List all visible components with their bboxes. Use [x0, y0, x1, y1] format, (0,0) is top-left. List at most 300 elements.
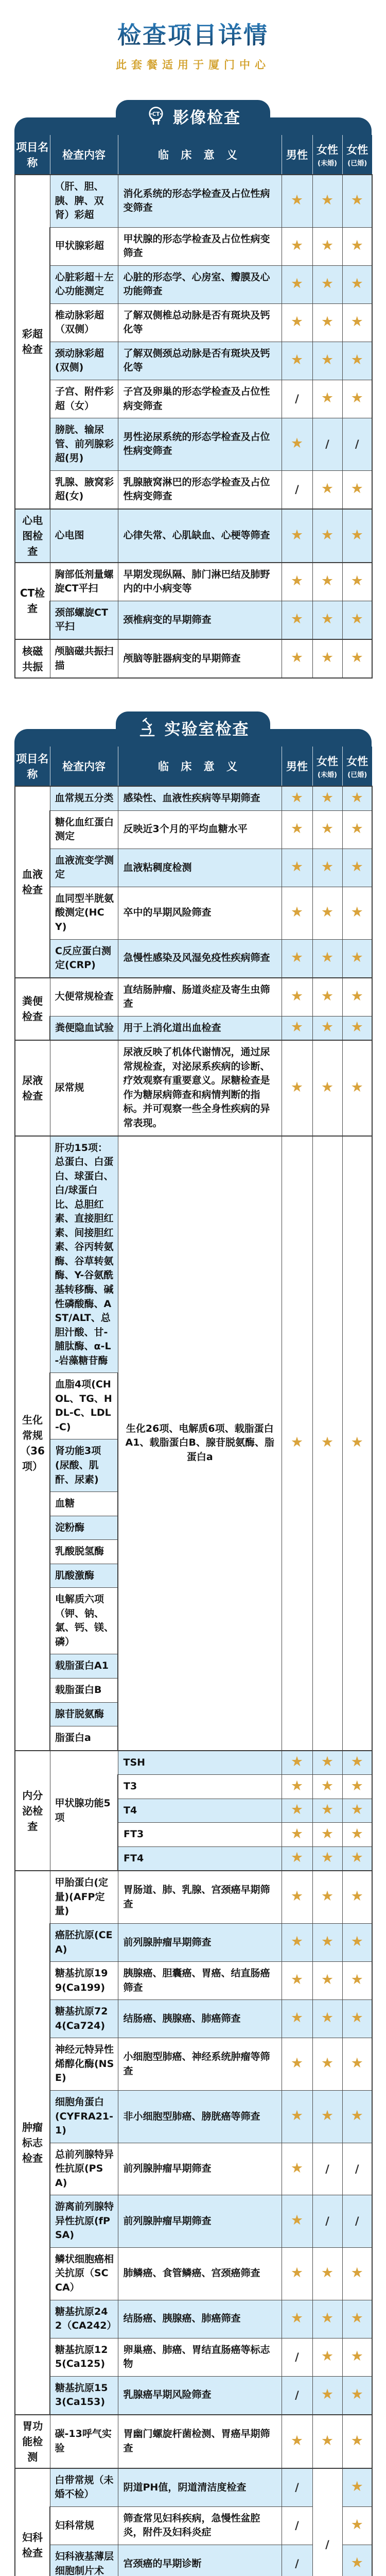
- clinical-meaning-cell: 颈椎病变的早期筛查: [118, 601, 282, 639]
- clinical-meaning-cell: FT3: [118, 1823, 282, 1847]
- clinical-meaning-cell: 心脏的形态学、心房室、瓣膜及心功能筛查: [118, 265, 282, 303]
- female-unmarried-mark-cell: [312, 563, 342, 601]
- group-name-cell: 心电图检查: [15, 509, 50, 563]
- clinical-meaning-cell: 感染性、血液性疾病等早期筛查: [118, 786, 282, 810]
- star-icon: ★: [350, 1434, 363, 1450]
- star-icon: ★: [350, 650, 363, 666]
- exam-content-cell: 血脂4项(CHOL、TG、HDL-C、LDL-C): [50, 1373, 118, 1439]
- female-married-mark-cell: [342, 227, 372, 265]
- female-unmarried-mark-cell: [312, 2300, 342, 2338]
- female-unmarried-mark-cell: [312, 2415, 342, 2468]
- female-married-mark-cell: [342, 887, 372, 939]
- exam-content-cell: 乳酸脱氢酶: [50, 1540, 118, 1564]
- star-icon: ★: [290, 949, 304, 965]
- clinical-meaning-cell: 小细胞型肺癌、神经系统肿瘤等筛查: [118, 2038, 282, 2091]
- female-married-mark-cell: [342, 1924, 372, 1962]
- star-icon: ★: [321, 820, 334, 837]
- female-married-mark-cell: [342, 2090, 372, 2143]
- star-icon: ★: [350, 2432, 363, 2449]
- clinical-meaning-cell: 胃幽门螺旋杆菌检测、胃癌早期筛查: [118, 2415, 282, 2468]
- male-mark-cell: [282, 342, 312, 380]
- male-mark-cell: [282, 418, 312, 471]
- star-icon: ★: [350, 573, 363, 589]
- clinical-meaning-cell: 前列腺肿瘤早期筛查: [118, 1924, 282, 1962]
- clinical-meaning-cell: 非小细胞型肺癌、膀胱癌等筛查: [118, 2090, 282, 2143]
- star-icon: ★: [290, 1825, 304, 1842]
- col-header-female-married: 女性 (已婚): [342, 135, 372, 175]
- male-mark-cell: [282, 639, 312, 678]
- slash-mark: /: [325, 2162, 329, 2175]
- male-mark-cell: [282, 978, 312, 1016]
- female-married-mark-cell: [342, 2300, 372, 2338]
- female-unmarried-mark-cell: [312, 303, 342, 342]
- clinical-meaning-cell: FT4: [118, 1846, 282, 1871]
- group-name-cell: 内分泌检查: [15, 1751, 50, 1871]
- exam-content-cell: 总前列腺特异性抗原(PSA): [50, 2143, 118, 2195]
- female-married-mark-cell: [342, 2038, 372, 2091]
- slash-mark: /: [295, 2388, 299, 2401]
- male-mark-cell: [282, 2376, 312, 2415]
- star-icon: ★: [290, 2108, 304, 2124]
- star-icon: ★: [321, 650, 334, 666]
- slash-mark: /: [295, 2481, 299, 2494]
- star-icon: ★: [350, 2264, 363, 2281]
- male-mark-cell: [282, 1040, 312, 1136]
- star-icon: ★: [290, 2055, 304, 2072]
- exam-table-imaging: [14, 135, 373, 679]
- female-married-mark-cell: [342, 2338, 372, 2376]
- male-mark-cell: [282, 563, 312, 601]
- male-mark-cell: [282, 1871, 312, 1923]
- star-icon: ★: [321, 2108, 334, 2124]
- slash-mark: /: [295, 393, 299, 405]
- star-icon: ★: [321, 1754, 334, 1770]
- female-married-mark-cell: [342, 1751, 372, 1775]
- star-icon: ★: [321, 481, 334, 497]
- star-icon: ★: [290, 2160, 304, 2176]
- col-header-content: 检查内容: [50, 135, 118, 175]
- star-icon: ★: [290, 611, 304, 628]
- star-icon: ★: [321, 237, 334, 253]
- exam-content-cell: 子宫、附件彩超（女）: [50, 380, 118, 418]
- male-mark-cell: [282, 1924, 312, 1962]
- male-mark-cell: [282, 265, 312, 303]
- female-married-mark-cell: [342, 849, 372, 887]
- star-icon: ★: [290, 1019, 304, 1036]
- star-icon: ★: [350, 859, 363, 875]
- clinical-meaning-cell: 筛查常见妇科疾病，急慢性盆腔炎，附件及妇科炎症: [118, 2506, 282, 2545]
- female-unmarried-mark-cell: [312, 227, 342, 265]
- female-unmarried-mark-cell: [312, 509, 342, 563]
- star-icon: ★: [350, 314, 363, 330]
- star-icon: ★: [350, 2479, 363, 2495]
- exam-content-cell: 血常规五分类: [50, 786, 118, 810]
- exam-content-cell: 癌胚抗原(CEA): [50, 1924, 118, 1962]
- star-icon: ★: [290, 820, 304, 837]
- clinical-meaning-cell: 颅脑等脏器病变的早期筛查: [118, 639, 282, 678]
- star-icon: ★: [321, 789, 334, 806]
- star-icon: ★: [290, 789, 304, 806]
- star-icon: ★: [350, 2310, 363, 2326]
- col-header-content: 检查内容: [50, 747, 118, 786]
- clinical-meaning-cell: 生化26项、电解质6项、载脂蛋白A1、载脂蛋白B、腺苷脱氨酶、脂蛋白a: [118, 1136, 282, 1751]
- exam-content-cell: 妇科常规: [50, 2506, 118, 2545]
- exam-content-cell: 妇科液基薄层细胞制片术: [50, 2545, 118, 2576]
- male-mark-cell: [282, 1016, 312, 1040]
- exam-content-cell: 颅脑磁共振扫描: [50, 639, 118, 678]
- female-unmarried-mark-cell: [312, 939, 342, 978]
- star-icon: ★: [350, 1934, 363, 1950]
- star-icon: ★: [350, 237, 363, 253]
- male-mark-cell: [282, 227, 312, 265]
- exam-content-cell: 糖基抗原199(Ca199): [50, 1962, 118, 2000]
- male-mark-cell: [282, 1775, 312, 1799]
- ct-scanner-icon: [145, 105, 167, 127]
- female-married-mark-cell: [342, 1136, 372, 1751]
- exam-content-cell: 血同型半胱氨酸测定(HCY): [50, 887, 118, 939]
- clinical-meaning-cell: 急慢性感染及风湿免疫性疾病筛查: [118, 939, 282, 978]
- microscope-icon: [137, 717, 159, 738]
- female-married-mark-cell: [342, 380, 372, 418]
- section-tab-title: 实验室检查: [164, 720, 250, 739]
- exam-content-cell: 膀胱、输尿管、前列腺彩超(男): [50, 418, 118, 471]
- slash-mark: /: [295, 2350, 299, 2363]
- star-icon: ★: [321, 2310, 334, 2326]
- section-tab-laboratory: [116, 711, 270, 743]
- female-unmarried-mark-cell: [312, 380, 342, 418]
- group-name-cell: 核磁共振: [15, 639, 50, 678]
- slash-mark: /: [295, 483, 299, 496]
- male-mark-cell: [282, 1799, 312, 1823]
- clinical-meaning-cell: 前列腺肿瘤早期筛查: [118, 2143, 282, 2195]
- star-icon: ★: [321, 1888, 334, 1905]
- group-name-cell: 尿液检查: [15, 1040, 50, 1136]
- exam-content-cell: 载脂蛋白B: [50, 1679, 118, 1703]
- star-icon: ★: [321, 859, 334, 875]
- female-unmarried-mark-cell: [312, 1924, 342, 1962]
- male-mark-cell: [282, 1846, 312, 1871]
- exam-content-cell: 心电图: [50, 509, 118, 563]
- exam-content-cell: 糖基抗原125(Ca125): [50, 2338, 118, 2376]
- female-unmarried-mark-cell: [312, 786, 342, 810]
- clinical-meaning-cell: 前列腺肿瘤早期筛查: [118, 2195, 282, 2248]
- exam-content-cell: 肝功15项：总蛋白、白蛋白、球蛋白、白/球蛋白比、总胆红素、直接胆红素、间接胆红素、谷丙转氨酶、谷草转氨酶、Y-谷氨酰基转移酶、碱性磷酸酶、AST/ALT、总胆汁酸、甘-脯肽酶、α-L-岩藻糖苷酶: [50, 1136, 118, 1373]
- star-icon: ★: [350, 949, 363, 965]
- star-icon: ★: [321, 904, 334, 920]
- star-icon: ★: [290, 859, 304, 875]
- star-icon: ★: [321, 390, 334, 406]
- col-header-project: 项目名称: [15, 747, 50, 786]
- section-tab-imaging: [116, 100, 270, 132]
- clinical-meaning-cell: 乳腺腋窝淋巴的形态学检查及占位性病变筛查: [118, 470, 282, 509]
- star-icon: ★: [321, 352, 334, 368]
- star-icon: ★: [290, 1079, 304, 1095]
- clinical-meaning-cell: 了解双侧椎总动脉是否有斑块及钙化等: [118, 303, 282, 342]
- star-icon: ★: [350, 390, 363, 406]
- star-icon: ★: [321, 2432, 334, 2449]
- star-icon: ★: [290, 1934, 304, 1950]
- female-married-mark-cell: [342, 2415, 372, 2468]
- star-icon: ★: [350, 1972, 363, 1988]
- male-mark-cell: [282, 2195, 312, 2248]
- female-married-mark-cell: [342, 939, 372, 978]
- exam-content-cell: 粪便隐血试验: [50, 1016, 118, 1040]
- female-unmarried-mark-cell: [312, 1871, 342, 1923]
- exam-content-cell: （肝、胆、胰、脾、双肾）彩超: [50, 175, 118, 227]
- star-icon: ★: [290, 650, 304, 666]
- female-married-mark-cell: [342, 2506, 372, 2545]
- group-name-cell: 生化常规（36项）: [15, 1136, 50, 1751]
- star-icon: ★: [321, 527, 334, 543]
- sections-container: [0, 100, 386, 2576]
- star-icon: ★: [350, 904, 363, 920]
- slash-mark: /: [355, 2162, 359, 2175]
- female-married-mark-cell: [342, 1040, 372, 1136]
- star-icon: ★: [290, 1754, 304, 1770]
- female-unmarried-mark-cell: [312, 1799, 342, 1823]
- exam-content-cell: 心脏彩超＋左心功能测定: [50, 265, 118, 303]
- clinical-meaning-cell: 肺鳞癌、食管鳞癌、宫颈癌筛查: [118, 2247, 282, 2300]
- star-icon: ★: [350, 1802, 363, 1818]
- female-married-mark-cell: [342, 470, 372, 509]
- exam-content-cell: 乳腺、腋窝彩超(女): [50, 470, 118, 509]
- female-unmarried-mark-cell: [312, 2090, 342, 2143]
- star-icon: ★: [290, 988, 304, 1004]
- male-mark-cell: [282, 2468, 312, 2507]
- exam-content-cell: 甲状腺彩超: [50, 227, 118, 265]
- exam-content-cell: 血糖: [50, 1492, 118, 1516]
- star-icon: ★: [350, 352, 363, 368]
- group-name-cell: 胃功能检测: [15, 2415, 50, 2468]
- exam-content-cell: C反应蛋白测定(CRP): [50, 939, 118, 978]
- male-mark-cell: [282, 810, 312, 849]
- star-icon: ★: [290, 2310, 304, 2326]
- male-mark-cell: [282, 939, 312, 978]
- clinical-meaning-cell: 胰腺癌、胆囊癌、胃癌、结直肠癌筛查: [118, 1962, 282, 2000]
- star-icon: ★: [321, 1802, 334, 1818]
- star-icon: ★: [350, 2055, 363, 2072]
- clinical-meaning-cell: 卒中的早期风险筛查: [118, 887, 282, 939]
- col-header-male: 男性: [282, 135, 312, 175]
- female-unmarried-mark-cell: [312, 2338, 342, 2376]
- col-header-meaning: 临 床 意 义: [118, 135, 282, 175]
- exam-content-cell: 糖基抗原153(Ca153): [50, 2376, 118, 2415]
- star-icon: ★: [350, 1079, 363, 1095]
- female-unmarried-mark-cell: [312, 418, 342, 471]
- female-married-mark-cell: [342, 2545, 372, 2576]
- clinical-meaning-cell: 消化系统的形态学检查及占位性病变筛查: [118, 175, 282, 227]
- star-icon: ★: [350, 2555, 363, 2571]
- exam-content-cell: 淀粉酶: [50, 1516, 118, 1540]
- star-icon: ★: [290, 1888, 304, 1905]
- group-name-cell: 粪便检查: [15, 978, 50, 1041]
- exam-table-laboratory: [14, 747, 373, 2576]
- male-mark-cell: [282, 1962, 312, 2000]
- star-icon: ★: [321, 573, 334, 589]
- star-icon: ★: [290, 237, 304, 253]
- clinical-meaning-cell: 子宫及卵巢的形态学检查及占位性病变筛查: [118, 380, 282, 418]
- female-married-mark-cell: [342, 2143, 372, 2195]
- male-mark-cell: [282, 509, 312, 563]
- female-unmarried-mark-cell: [312, 2376, 342, 2415]
- clinical-meaning-cell: 胃肠道、肺、乳腺、宫颈癌早期筛查: [118, 1871, 282, 1923]
- star-icon: ★: [290, 2264, 304, 2281]
- female-married-mark-cell: [342, 2376, 372, 2415]
- section-tab-title: 影像检查: [173, 108, 241, 127]
- star-icon: ★: [350, 1754, 363, 1770]
- exam-content-cell: 颈动脉彩超(双侧): [50, 342, 118, 380]
- female-married-mark-cell: [342, 2468, 372, 2507]
- female-unmarried-mark-cell: [312, 2143, 342, 2195]
- female-unmarried-mark-cell: [312, 639, 342, 678]
- star-icon: ★: [350, 527, 363, 543]
- female-unmarried-mark-cell: [312, 1962, 342, 2000]
- female-married-mark-cell: [342, 1962, 372, 2000]
- male-mark-cell: [282, 2545, 312, 2576]
- female-unmarried-mark-cell: [312, 1846, 342, 1871]
- exam-content-cell: 糖化血红蛋白测定: [50, 810, 118, 849]
- slash-mark: /: [355, 438, 359, 451]
- female-married-mark-cell: [342, 2195, 372, 2248]
- exam-content-cell: 白带常规（未婚不检）: [50, 2468, 118, 2507]
- female-unmarried-mark-cell: [312, 887, 342, 939]
- star-icon: ★: [290, 2010, 304, 2026]
- clinical-meaning-cell: TSH: [118, 1751, 282, 1775]
- female-unmarried-mark-cell: [312, 265, 342, 303]
- star-icon: ★: [350, 820, 363, 837]
- exam-content-cell: 肌酸激酶: [50, 1564, 118, 1588]
- section-laboratory: [0, 711, 386, 2576]
- female-unmarried-mark-cell: [312, 1775, 342, 1799]
- star-icon: ★: [350, 2517, 363, 2533]
- female-unmarried-mark-cell: [312, 470, 342, 509]
- female-married-mark-cell: [342, 2247, 372, 2300]
- clinical-meaning-cell: 血液粘稠度检测: [118, 849, 282, 887]
- star-icon: ★: [350, 1888, 363, 1905]
- slash-mark: /: [295, 2557, 299, 2570]
- slash-mark: /: [295, 2519, 299, 2532]
- col-header-female-married: 女性 (已婚): [342, 747, 372, 786]
- star-icon: ★: [290, 1972, 304, 1988]
- female-married-mark-cell: [342, 2000, 372, 2038]
- star-icon: ★: [350, 2108, 363, 2124]
- female-unmarried-mark-cell: [312, 601, 342, 639]
- group-name-cell: 肿瘤标志检查: [15, 1871, 50, 2414]
- clinical-meaning-cell: 结肠癌、胰腺癌、肺癌筛查: [118, 2300, 282, 2338]
- female-married-mark-cell: [342, 563, 372, 601]
- star-icon: ★: [321, 2264, 334, 2281]
- slash-mark: /: [325, 438, 329, 451]
- male-mark-cell: [282, 2415, 312, 2468]
- star-icon: ★: [290, 2212, 304, 2229]
- male-mark-cell: [282, 887, 312, 939]
- exam-content-cell: 甲状腺功能5项: [50, 1751, 118, 1871]
- clinical-meaning-cell: 男性泌尿系统的形态学检查及占位性病变筛查: [118, 418, 282, 471]
- star-icon: ★: [350, 2010, 363, 2026]
- female-married-mark-cell: [342, 342, 372, 380]
- male-mark-cell: [282, 2506, 312, 2545]
- clinical-meaning-cell: T4: [118, 1799, 282, 1823]
- star-icon: ★: [290, 1850, 304, 1866]
- star-icon: ★: [321, 2348, 334, 2364]
- exam-content-cell: 大便常规检查: [50, 978, 118, 1016]
- male-mark-cell: [282, 1751, 312, 1775]
- star-icon: ★: [290, 435, 304, 452]
- clinical-meaning-cell: 甲状腺的形态学检查及占位性病变筛查: [118, 227, 282, 265]
- male-mark-cell: [282, 1136, 312, 1751]
- female-married-mark-cell: [342, 418, 372, 471]
- star-icon: ★: [290, 904, 304, 920]
- star-icon: ★: [321, 1777, 334, 1794]
- slash-mark: /: [325, 2538, 329, 2551]
- female-married-mark-cell: [342, 1823, 372, 1847]
- star-icon: ★: [350, 1825, 363, 1842]
- star-icon: ★: [350, 481, 363, 497]
- star-icon: ★: [321, 988, 334, 1004]
- female-married-mark-cell: [342, 601, 372, 639]
- star-icon: ★: [321, 1972, 334, 1988]
- female-married-mark-cell: [342, 810, 372, 849]
- clinical-meaning-cell: 阴道PH值，阴道清洁度检查: [118, 2468, 282, 2507]
- female-married-mark-cell: [342, 978, 372, 1016]
- female-unmarried-mark-cell: [312, 175, 342, 227]
- section-band-imaging: [14, 117, 372, 679]
- star-icon: ★: [290, 1802, 304, 1818]
- star-icon: ★: [290, 2432, 304, 2449]
- clinical-meaning-cell: 早期发现纵隔、肺门淋巴结及肺野内的中小病变等: [118, 563, 282, 601]
- female-unmarried-mark-cell: [312, 2195, 342, 2248]
- clinical-meaning-cell: 心律失常、心肌缺血、心梗等筛查: [118, 509, 282, 563]
- female-unmarried-mark-cell: [312, 1751, 342, 1775]
- female-unmarried-mark-cell: [312, 1016, 342, 1040]
- exam-content-cell: 颈部螺旋CT平扫: [50, 601, 118, 639]
- female-unmarried-mark-cell: [312, 810, 342, 849]
- exam-content-cell: 鳞状细胞癌相关抗原（SCCA）: [50, 2247, 118, 2300]
- star-icon: ★: [321, 1934, 334, 1950]
- exam-content-cell: 细胞角蛋白(CYFRA21-1): [50, 2090, 118, 2143]
- star-icon: ★: [350, 2386, 363, 2402]
- clinical-meaning-cell: 结肠癌、胰腺癌、肺癌筛查: [118, 2000, 282, 2038]
- exam-content-cell: 血液流变学测定: [50, 849, 118, 887]
- male-mark-cell: [282, 175, 312, 227]
- star-icon: ★: [321, 611, 334, 628]
- male-mark-cell: [282, 2338, 312, 2376]
- female-married-mark-cell: [342, 1775, 372, 1799]
- male-mark-cell: [282, 2300, 312, 2338]
- group-name-cell: 血液检查: [15, 786, 50, 977]
- male-mark-cell: [282, 849, 312, 887]
- clinical-meaning-cell: T3: [118, 1775, 282, 1799]
- female-unmarried-mark-cell: [312, 2468, 342, 2576]
- exam-content-cell: 糖基抗原242（CA242）: [50, 2300, 118, 2338]
- col-header-female-unmarried: 女性 (未婚): [312, 747, 342, 786]
- male-mark-cell: [282, 2038, 312, 2091]
- clinical-meaning-cell: 乳腺癌早期风险筛查: [118, 2376, 282, 2415]
- female-unmarried-mark-cell: [312, 342, 342, 380]
- female-married-mark-cell: [342, 265, 372, 303]
- male-mark-cell: [282, 470, 312, 509]
- star-icon: ★: [350, 1777, 363, 1794]
- male-mark-cell: [282, 1823, 312, 1847]
- group-name-cell: 妇科检查: [15, 2468, 50, 2576]
- star-icon: ★: [290, 314, 304, 330]
- clinical-meaning-cell: 用于上消化道出血检查: [118, 1016, 282, 1040]
- col-header-female-unmarried: 女性 (未婚): [312, 135, 342, 175]
- female-unmarried-mark-cell: [312, 2000, 342, 2038]
- exam-content-cell: 甲胎蛋白(定量)(AFP定量): [50, 1871, 118, 1923]
- male-mark-cell: [282, 2090, 312, 2143]
- star-icon: ★: [321, 1019, 334, 1036]
